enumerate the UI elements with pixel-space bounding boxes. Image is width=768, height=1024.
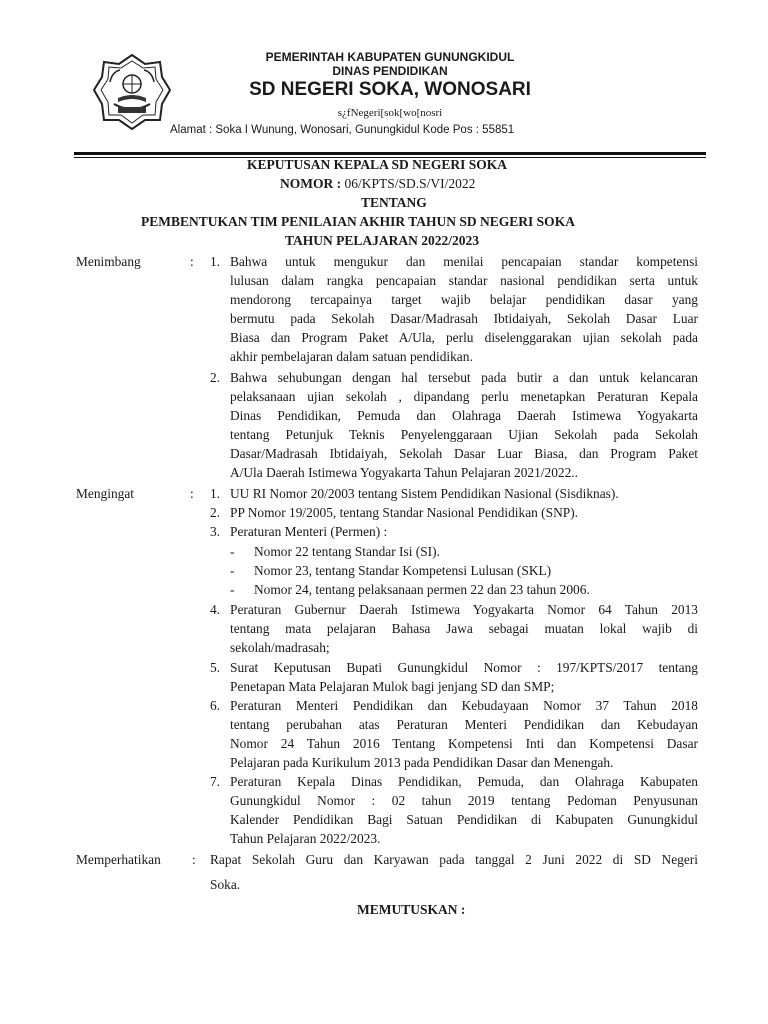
text-line: Nomor 24 Tahun 2016 Tentang Kompetensi Inti dan Kompetensi Dasar	[230, 736, 698, 751]
text-line: Bahwa untuk mengukur dan menilai pencapaian standar kompetensi	[230, 254, 698, 269]
decree-year: TAHUN PELAJARAN 2022/2023	[285, 233, 480, 248]
school-name: SD NEGERI SOKA, WONOSARI	[249, 79, 531, 100]
menimbang-item-2	[230, 368, 698, 482]
text-line: Surat Keputusan Bupati Gunungkidul Nomor : 197/KPTS/2017 tentang	[230, 660, 698, 675]
text-line: sekolah/madrasah;	[230, 640, 330, 655]
mengingat-item-2: PP Nomor 19/2005, tentang Standar Nasional Pendidikan (SNP).	[230, 505, 579, 520]
text-line: Biasa dan Program Paket A/Ula, perlu diselenggarakan ujian sekolah pada	[230, 330, 698, 345]
mengingat-item-4	[230, 600, 698, 657]
sub-item-dash: -	[230, 563, 235, 578]
mengingat-item-number: 4.	[209, 602, 220, 617]
memperhatikan-text	[210, 850, 698, 869]
tentang-heading: TENTANG	[361, 195, 427, 210]
mengingat-item-number: 5.	[209, 660, 220, 675]
text-line: Penetapan Mata Pelajaran Mulok bagi jenjang SD dan SMP;	[230, 679, 555, 694]
mengingat-colon: :	[190, 486, 194, 501]
menimbang-item-number: 1.	[209, 254, 220, 269]
memperhatikan-colon: :	[192, 852, 196, 867]
text-line: Bahwa sehubungan dengan hal tersebut pada butir a dan untuk kelancaran	[230, 370, 698, 385]
text-line: bermutu pada Sekolah Dasar/Madrasah Ibtidaiyah, Sekolah Dasar Luar	[230, 311, 698, 326]
text-line: tentang Petunjuk Teknis Penyelenggaraan Ujian Sekolah pada Sekolah	[230, 427, 698, 442]
mengingat-item-number: 1.	[209, 486, 220, 501]
text-line: Peraturan Kepala Dinas Pendidikan, Pemuda, dan Olahraga Kabupaten	[230, 774, 698, 789]
school-address: Alamat : Soka I Wunung, Wonosari, Gunungkidul Kode Pos : 55851	[170, 124, 515, 136]
text-line: lulusan dalam rangka pencapaian standar nasional pendidikan serta untuk	[230, 273, 698, 288]
mengingat-item-number: 2.	[209, 505, 220, 520]
menimbang-label: Menimbang	[76, 254, 141, 269]
decree-subject: PEMBENTUKAN TIM PENILAIAN AKHIR TAHUN SD NEGERI SOKA	[141, 214, 575, 229]
sub-item-dash: -	[230, 544, 235, 559]
text-line: Pelajaran pada Kurikulum 2013 pada Pendidikan Dasar dan Menengah.	[230, 755, 614, 770]
sub-item-text: Nomor 22 tentang Standar Isi (SI).	[254, 544, 440, 559]
decree-number	[280, 174, 475, 193]
sub-item-text: Nomor 23, tentang Standar Kompetensi Lulusan (SKL)	[254, 563, 552, 578]
menimbang-colon: :	[190, 254, 194, 269]
text-line: tentang perubahan atas Peraturan Menteri Pendidikan dan Kebudayan	[230, 717, 698, 732]
mengingat-item-6	[230, 696, 698, 772]
text-line: Peraturan Gubernur Daerah Istimewa Yogyakarta Nomor 64 Tahun 2013	[230, 602, 698, 617]
decree-title: KEPUTUSAN KEPALA SD NEGERI SOKA	[247, 157, 508, 172]
memutuskan-heading: MEMUTUSKAN :	[357, 902, 466, 917]
mengingat-item-number: 3.	[209, 524, 220, 539]
agency-name: DINAS PENDIDIKAN	[332, 64, 448, 78]
mengingat-item-number: 6.	[209, 698, 220, 713]
mengingat-item-3: Peraturan Menteri (Permen) :	[230, 524, 388, 539]
text-line: Tahun Pelajaran 2022/2023.	[230, 831, 381, 846]
text-line: Dasar/Madrasah Ibtidaiyah, Sekolah Dasar Luar Biasa, dan Program Paket	[230, 446, 698, 461]
mengingat-label: Mengingat	[76, 486, 135, 501]
memperhatikan-label: Memperhatikan	[76, 852, 161, 867]
text-line: mendorong tercapainya target wajib belajar pendidikan dasar yang	[230, 292, 698, 307]
menimbang-item-1	[230, 252, 698, 366]
letterhead	[170, 50, 590, 138]
text-line: A/Ula Daerah Istimewa Yogyakarta Tahun Pelajaran 2021/2022..	[230, 465, 578, 480]
decree-number-value: 06/KPTS/SD.S/VI/2022	[344, 176, 476, 191]
decree-number-label: NOMOR :	[280, 176, 342, 191]
mengingat-item-number: 7.	[209, 774, 220, 789]
text-line: akhir pembelajaran dalam satuan pendidikan.	[230, 349, 473, 364]
gunungkidul-regency-emblem	[92, 52, 172, 132]
text-line: Kalender Pendidikan Bagi Satuan Pendidikan di Kabupaten Gunungkidul	[230, 812, 698, 827]
government-name: PEMERINTAH KABUPATEN GUNUNGKIDUL	[265, 50, 515, 64]
javanese-script-name: s¿fNegeri[sok[wo[nosri	[337, 107, 443, 119]
text-line: Rapat Sekolah Guru dan Karyawan pada tanggal 2 Juni 2022 di SD Negeri	[210, 852, 698, 867]
sub-item-dash: -	[230, 582, 235, 597]
mengingat-item-1: UU RI Nomor 20/2003 tentang Sistem Pendidikan Nasional (Sisdiknas).	[230, 486, 619, 501]
text-line: Gunungkidul Nomor : 02 tahun 2019 tentang Pedoman Penyusunan	[230, 793, 698, 808]
memperhatikan-text-continued: Soka.	[210, 877, 241, 892]
text-line: tentang mata pelajaran Bahasa Jawa sebagai muatan lokal wajib di	[230, 621, 698, 636]
mengingat-item-5	[230, 658, 698, 696]
text-line: Dinas Pendidikan, Pemuda dan Olahraga Daerah Istimewa Yogyakarta	[230, 408, 698, 423]
menimbang-item-number: 2.	[209, 370, 220, 385]
mengingat-item-7	[230, 772, 698, 848]
text-line: pelaksanaan ujian sekolah , dipandang perlu menetapkan Peraturan Kepala	[230, 389, 698, 404]
sub-item-text: Nomor 24, tentang pelaksanaan permen 22 dan 23 tahun 2006.	[254, 582, 590, 597]
text-line: Peraturan Menteri Pendidikan dan Kebudayaan Nomor 37 Tahun 2018	[230, 698, 698, 713]
